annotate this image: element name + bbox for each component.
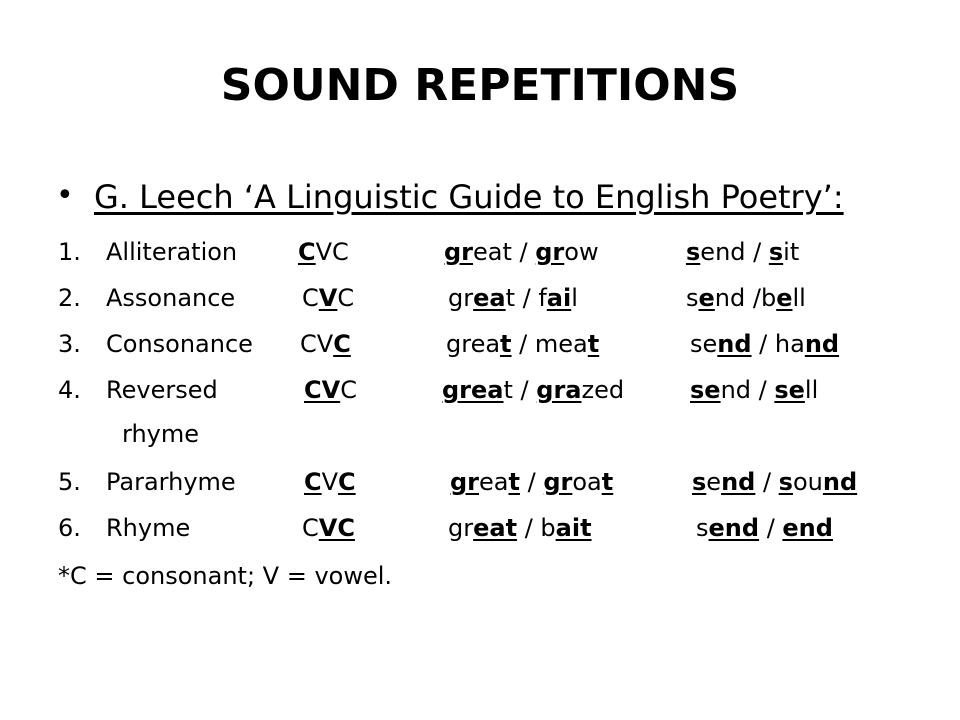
cvc-segment: C [302,284,319,312]
example-segment: e [776,284,793,312]
example-segment: s [696,514,709,542]
cvc-segment: C [338,468,356,496]
item-number: 4. [58,376,81,404]
list-item [0,468,960,508]
example-segment: ea [473,284,506,312]
example-segment: ea [479,468,509,496]
example-send [690,376,818,404]
slide-title: SOUND REPETITIONS [220,60,740,111]
example-great [444,238,599,266]
item-number: 3. [58,330,81,358]
example-segment: t [601,468,614,496]
item-term: Consonance [106,330,253,358]
example-segment: se [774,376,805,404]
example-segment: t / f [505,284,547,312]
bullet-point: • [56,178,74,213]
example-segment: nd [822,468,858,496]
example-segment: gr [535,238,565,266]
cvc-segment: CV [304,376,341,404]
example-segment: e [698,284,715,312]
example-segment: s [778,468,793,496]
example-segment: grea [442,376,504,404]
item-number: 1. [58,238,81,266]
cvc-pattern [300,330,351,358]
list-item [0,238,960,278]
example-segment: gra [536,376,582,404]
example-great [448,514,592,542]
cvc-segment: V [318,284,338,312]
example-segment: eat [473,514,518,542]
example-segment: ow [564,238,599,266]
example-send [690,330,839,358]
example-great [442,376,624,404]
example-segment: zed [581,376,625,404]
cvc-segment: C [333,330,351,358]
example-segment: nd / [720,376,775,404]
cvc-segment: VC [315,238,349,266]
example-segment: / mea [511,330,588,358]
item-number: 6. [58,514,81,542]
example-segment: t / [503,376,537,404]
example-segment: s [768,238,784,266]
example-segment: / b [517,514,556,542]
cvc-segment: V [321,468,339,496]
example-segment: t [587,330,600,358]
example-great [446,330,599,358]
example-segment: end [782,514,833,542]
example-segment: ait [555,514,592,542]
cvc-segment: VC [318,514,355,542]
cvc-pattern [298,238,349,266]
example-segment: nd [721,468,756,496]
example-segment: eat / [473,238,536,266]
example-segment: s [686,284,699,312]
cvc-segment: C [298,238,316,266]
example-segment: / ha [751,330,805,358]
example-send [686,238,799,266]
item-number: 5. [58,468,81,496]
example-segment: nd [804,330,840,358]
list-item [0,514,960,554]
item-term: Reversed [106,376,218,404]
cvc-segment: CV [300,330,334,358]
cvc-pattern [302,284,354,312]
cvc-pattern [302,514,355,542]
example-segment: gr [448,284,474,312]
example-great [448,284,578,312]
footnote: *C = consonant; V = vowel. [58,562,393,590]
example-segment: it [783,238,800,266]
example-segment: t [508,468,520,496]
subtitle-reference: G. Leech ‘A Linguistic Guide to English Poetry’: [94,178,844,216]
example-send [686,284,806,312]
example-segment: l [571,284,578,312]
example-segment: ll [792,284,806,312]
list-item [0,376,960,416]
example-segment: gr [450,468,480,496]
cvc-segment: C [302,514,319,542]
example-segment: grea [446,330,501,358]
item-term: Alliteration [106,238,238,266]
example-segment: / [519,468,544,496]
example-send [692,468,857,496]
example-segment: gr [448,514,474,542]
cvc-segment: C [340,376,357,404]
item-term: Pararhyme [106,468,236,496]
example-segment: s [692,468,707,496]
item-term: Assonance [106,284,236,312]
example-segment: gr [543,468,573,496]
example-segment: gr [444,238,474,266]
list-item [0,330,960,370]
example-segment: s [686,238,701,266]
cvc-pattern [304,468,356,496]
example-segment: end [708,514,760,542]
cvc-pattern [304,376,357,404]
term-continuation: rhyme [122,420,200,448]
example-great [450,468,613,496]
example-segment: ai [546,284,572,312]
example-segment: e [706,468,722,496]
list-item [0,284,960,324]
example-segment: nd /b [714,284,777,312]
cvc-segment: C [304,468,322,496]
cvc-segment: C [337,284,355,312]
example-segment: se [690,330,718,358]
example-send [696,514,833,542]
example-segment: / [755,468,779,496]
example-segment: t [500,330,512,358]
item-number: 2. [58,284,81,312]
example-segment: oa [572,468,602,496]
item-term: Rhyme [106,514,191,542]
example-segment: ll [804,376,819,404]
example-segment: ou [792,468,823,496]
example-segment: se [690,376,721,404]
example-segment: end / [700,238,769,266]
example-segment: nd [717,330,752,358]
example-segment: / [759,514,783,542]
